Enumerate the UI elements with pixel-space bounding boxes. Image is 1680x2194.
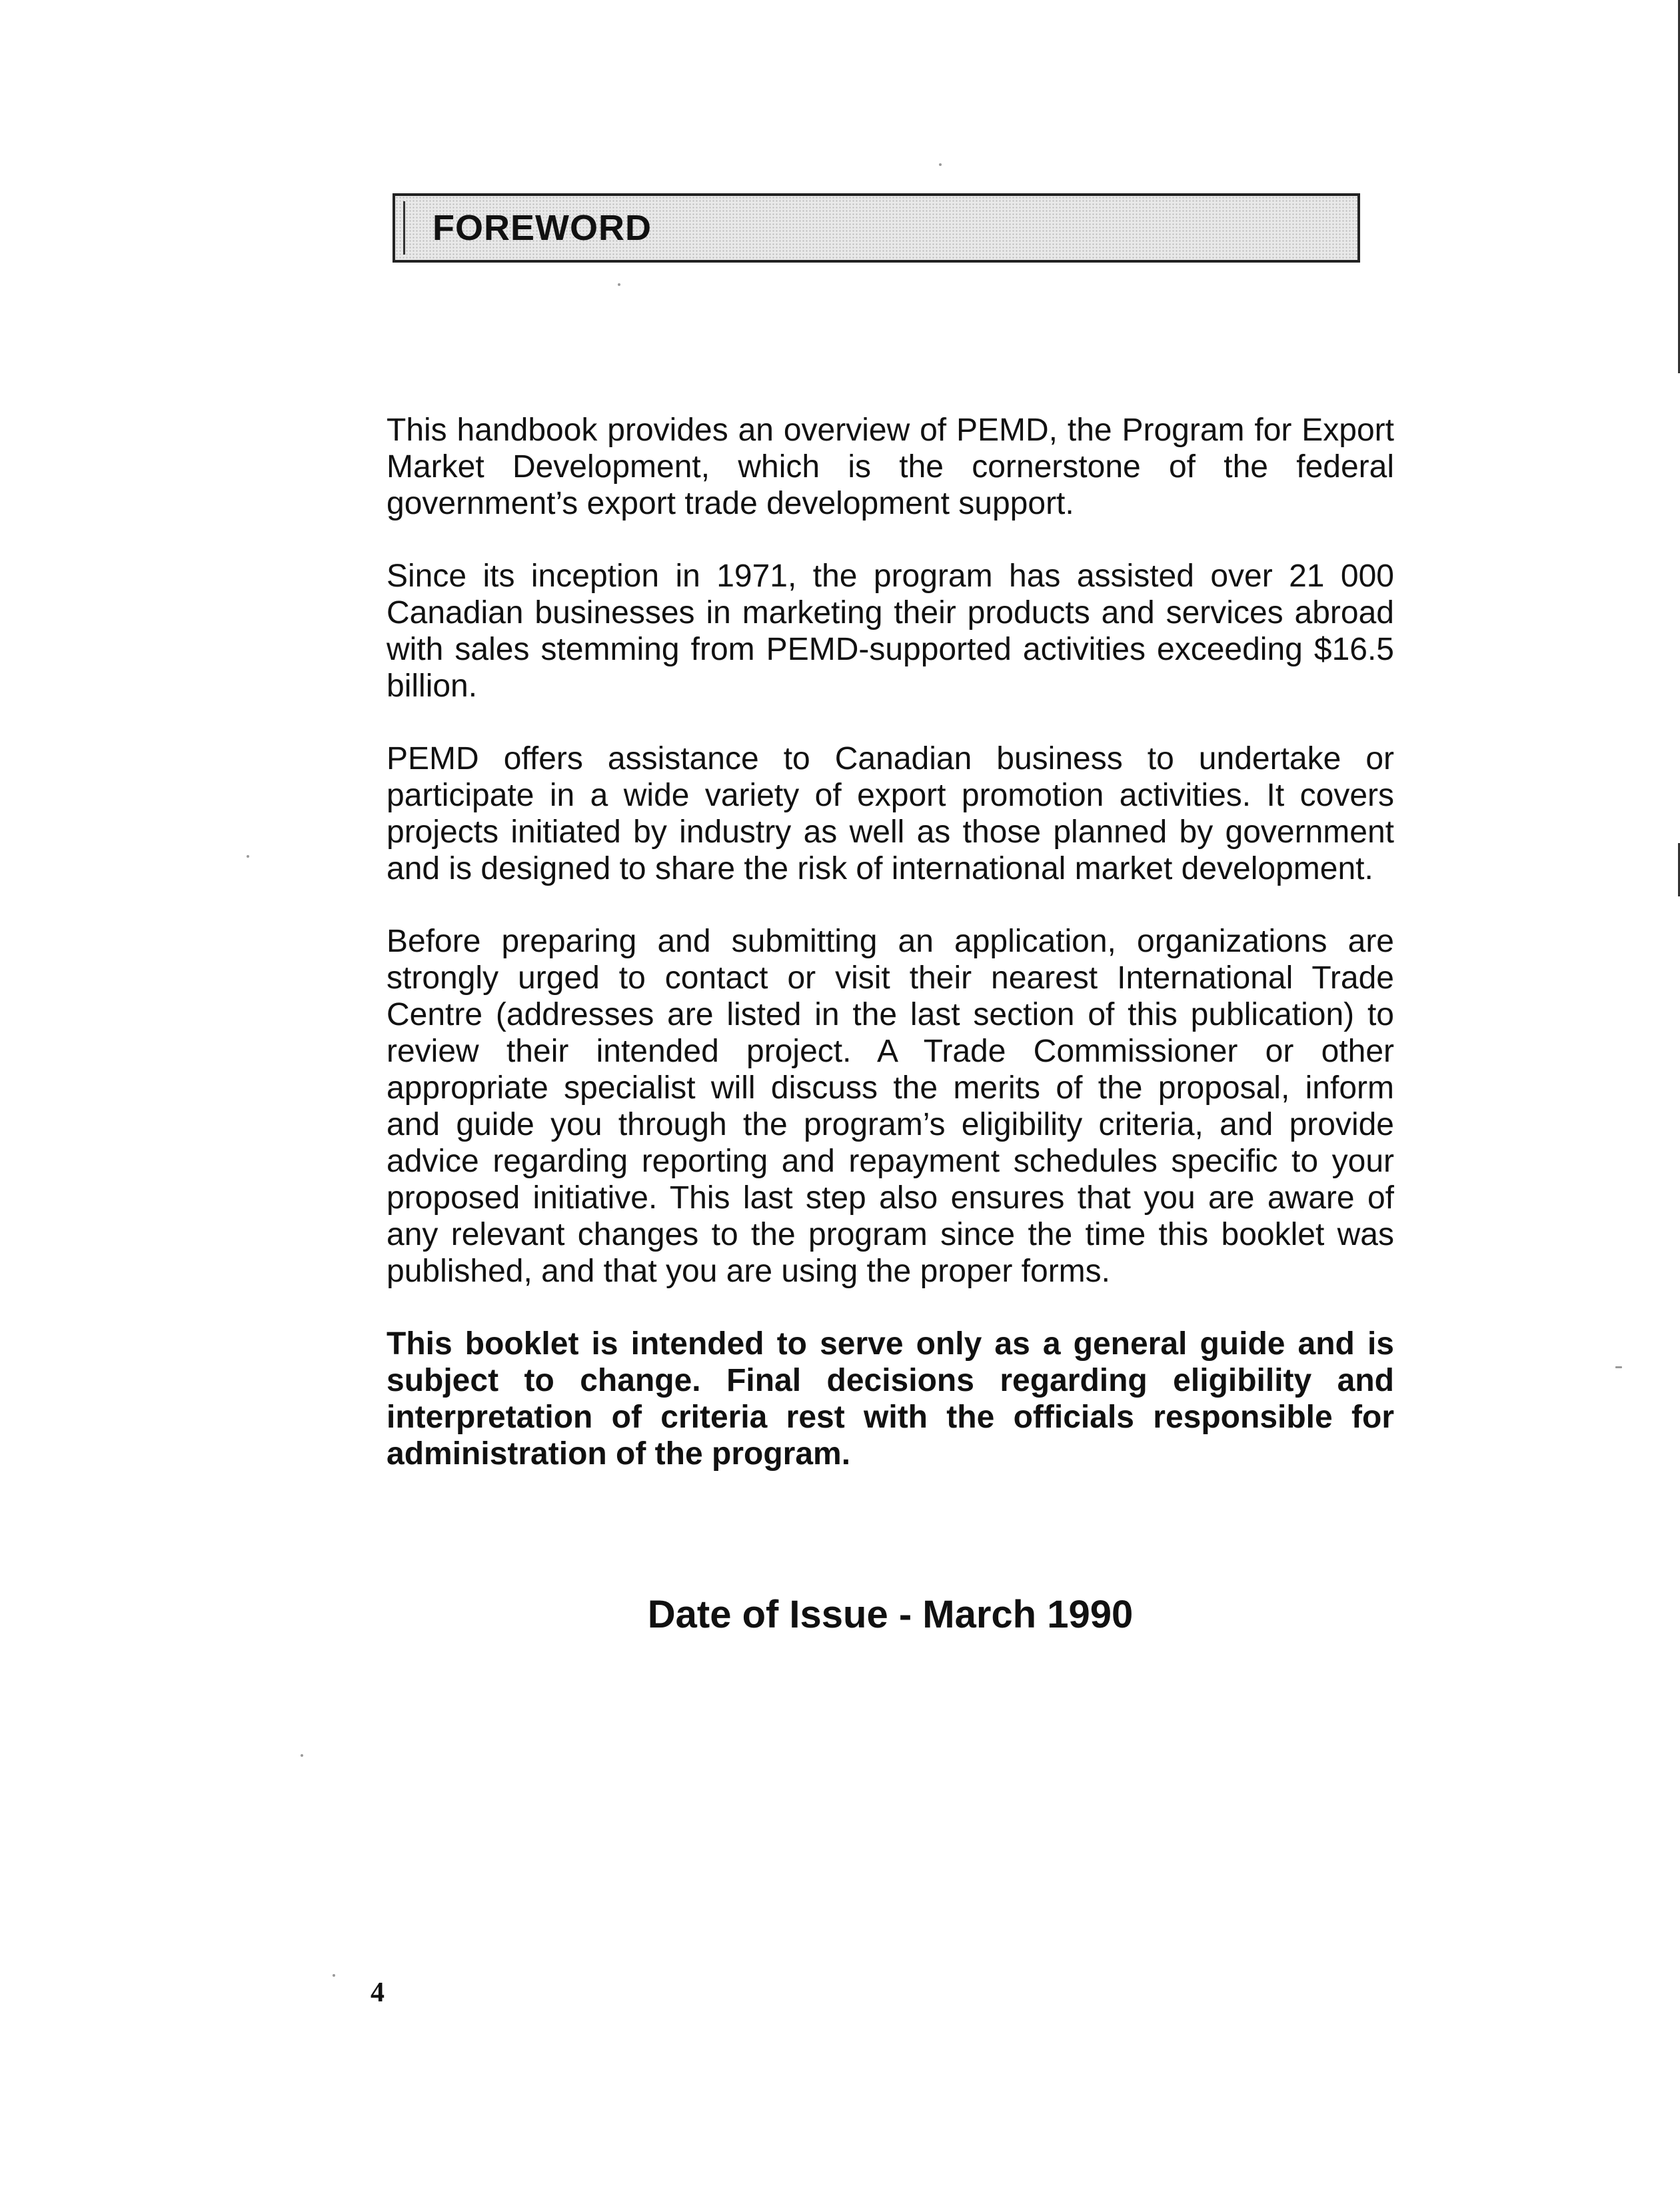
foreword-body (387, 412, 1394, 1508)
paragraph-history: Since its inception in 1971, the program has assisted over 21 000 Canadian businesses in marketing their products and services abroad with sales stemming from PEMD-supported activities exceeding $16.5 billion. (387, 558, 1394, 704)
scan-speck (1615, 1366, 1622, 1368)
disclaimer-paragraph: This booklet is intended to serve only as a general guide and is subject to change. Final decisions regarding eligibility and interpretation of criteria rest with the officials responsible for administration of the program. (387, 1326, 1394, 1472)
header-divider (403, 201, 405, 255)
paragraph-overview: This handbook provides an overview of PEMD, the Program for Export Market Development, which is the cornerstone of the federal government’s export trade development support. (387, 413, 1394, 521)
section-header-box (393, 193, 1360, 263)
paragraph-assistance: PEMD offers assistance to Canadian business to undertake or participate in a wide variety of export promotion activities. It covers projects initiated by industry as well as those planned by government and is designed to share the risk of international market development. (387, 741, 1394, 886)
scan-speck (333, 1974, 335, 1977)
date-of-issue: Date of Issue - March 1990 (647, 1593, 1134, 1636)
scan-speck (939, 163, 942, 166)
page-number: 4 (371, 1977, 385, 2008)
paragraph-application-advice: Before preparing and submitting an application, organizations are strongly urged to contact or visit their nearest International Trade Centre (addresses are listed in the last section of this publication) to review their intended project. A Trade Commissioner or other appropriate specialist will discuss the merits of the proposal, inform and guide you through the program’s eligibility criteria, and provide advice regarding reporting and repayment schedules specific to your proposed initiative. This last step also ensures that you are aware of any relevant changes to the program since the time this booklet was published, and that you are using the proper forms. (387, 924, 1394, 1289)
scan-speck (301, 1754, 303, 1757)
scan-speck (247, 855, 249, 858)
section-title: FOREWORD (432, 208, 652, 248)
scan-speck (618, 283, 620, 286)
